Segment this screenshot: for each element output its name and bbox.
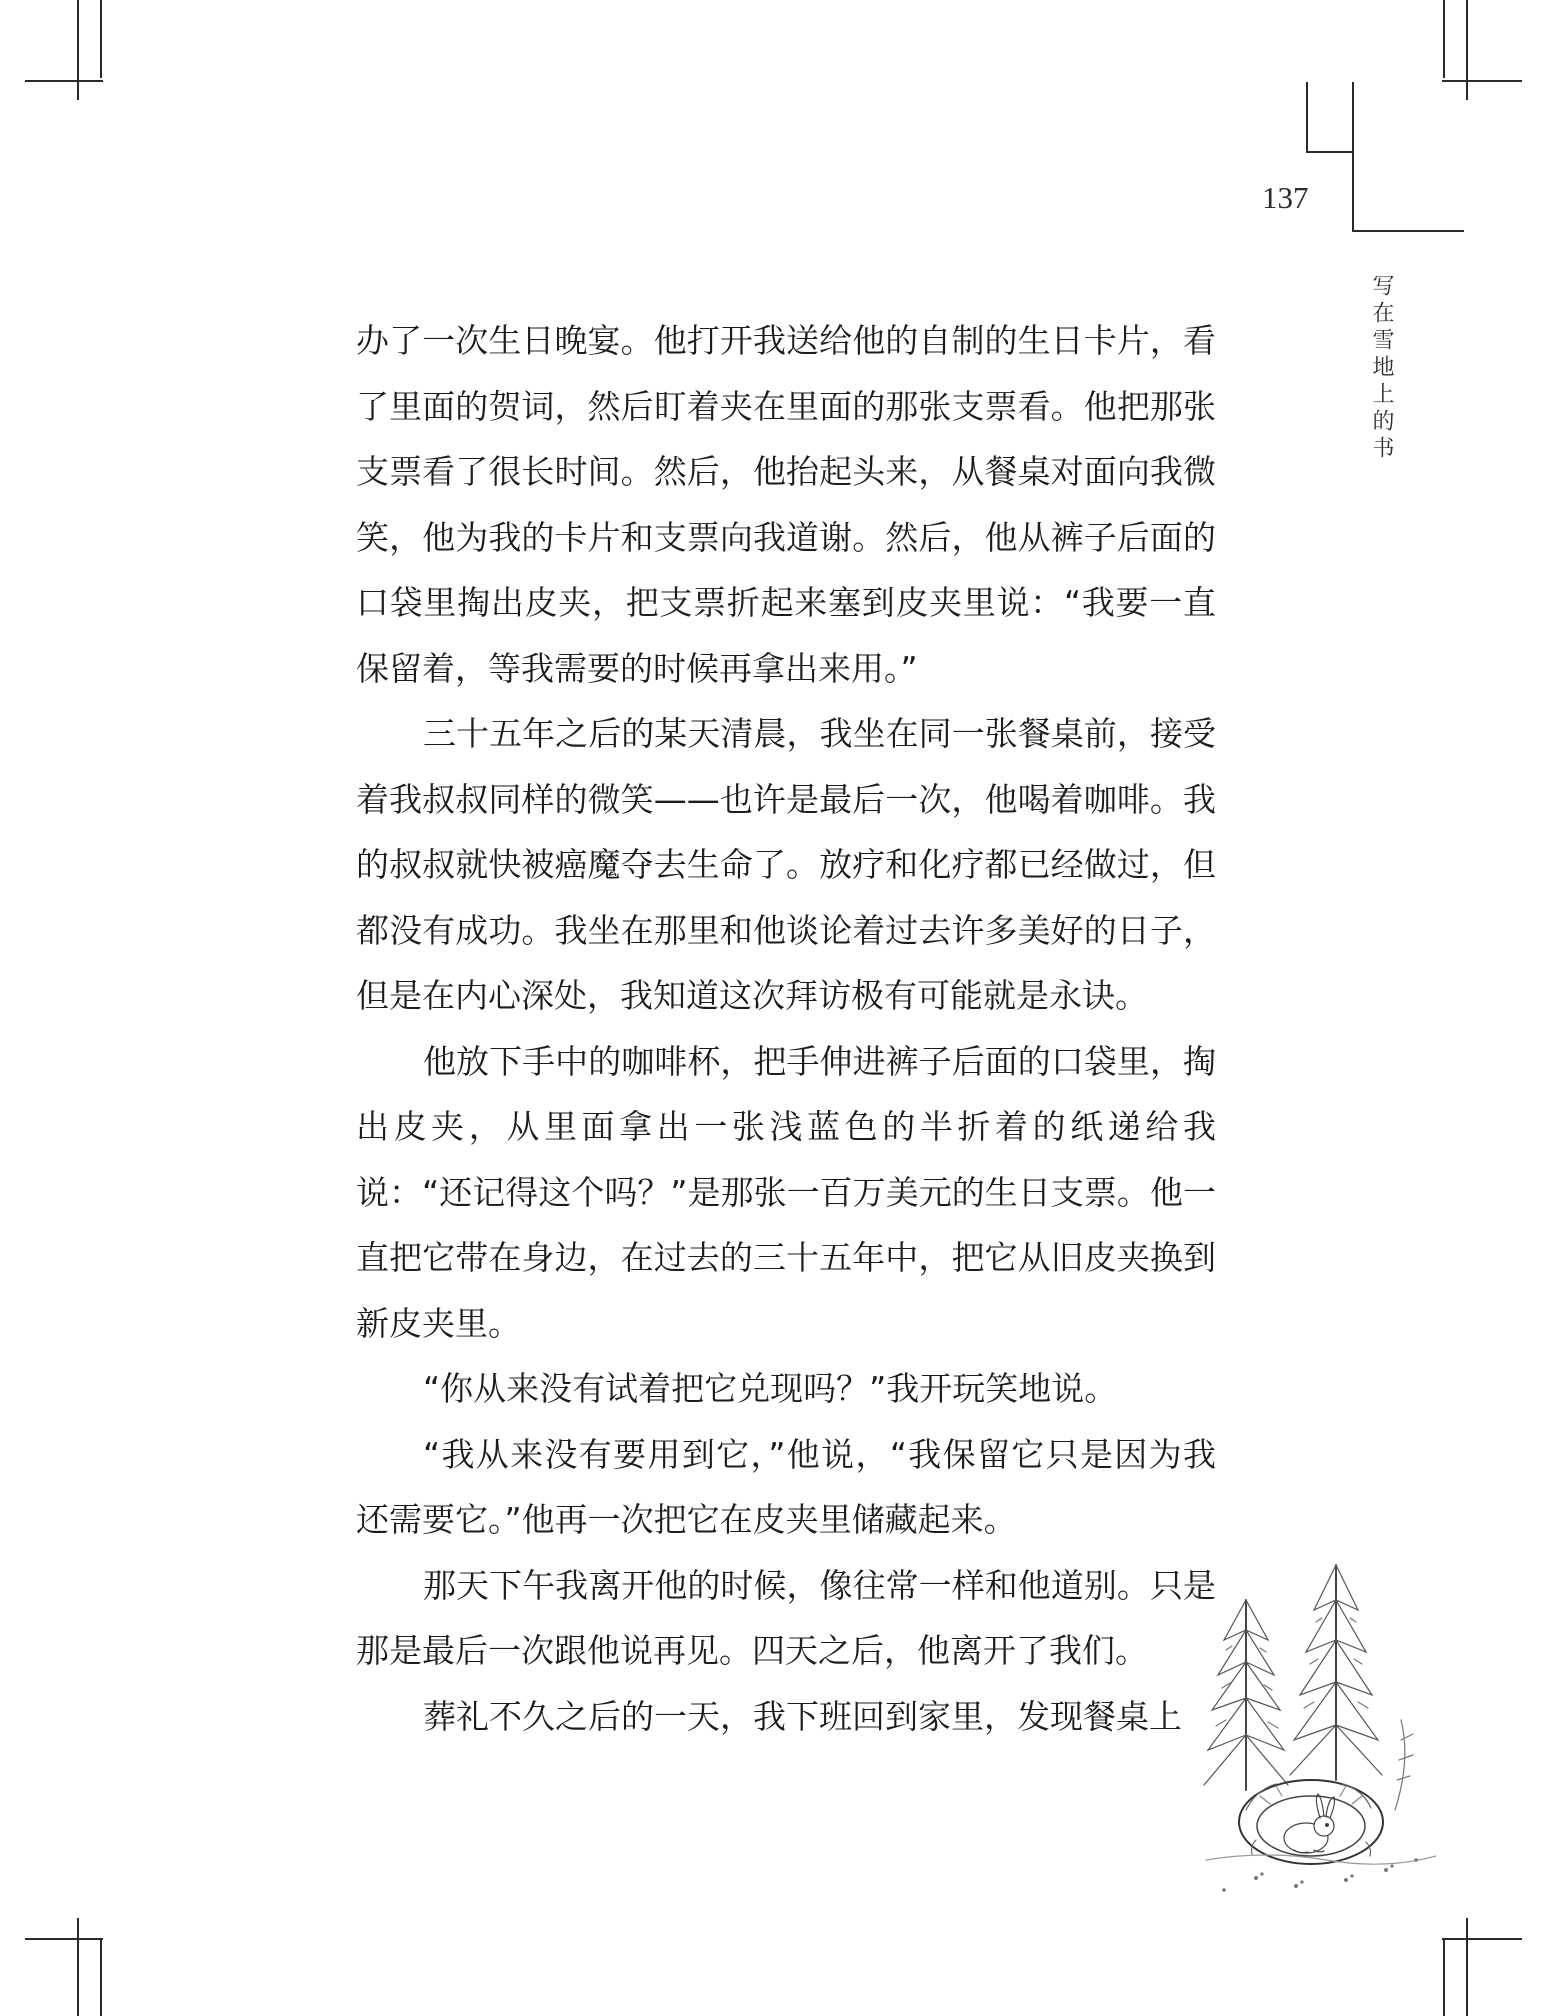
crop-mark [1442,80,1522,82]
body-text [356,308,1216,1749]
header-rule [1352,230,1464,232]
fir-tree [1204,1600,1288,1790]
header-rule [1306,151,1352,153]
paragraph: 他放下手中的咖啡杯，把手伸进裤子后面的口袋里，掏出皮夹，从里面拿出一张浅蓝色的半折着的纸递给我说：“还记得这个吗？”是那张一百万美元的生日支票。他一直把它带在身边，在过去的三十五年中，把它从旧皮夹换到新皮夹里。 [356,1041,1216,1343]
rabbit-in-snow-illustration [1196,1560,1436,1900]
crop-mark [100,0,102,78]
header-rule [1306,82,1308,152]
crop-mark [1466,0,1468,100]
paragraph: 那天下午我离开他的时候，像往常一样和他道别。只是那是最后一次跟他说再见。四天之后，他离开了我们。 [356,1565,1216,1670]
running-head: 写在雪地上的书 [1369,274,1394,463]
crop-mark [1466,1918,1468,2016]
crop-mark [25,1938,103,1940]
crop-mark [1443,1940,1445,2016]
crop-mark [77,1918,79,2016]
paragraph: “我从来没有要用到它，”他说，“我保留它只是因为我还需要它。”他再一次把它在皮夹里储藏起来。 [356,1434,1216,1539]
crop-mark [100,1940,102,2016]
rabbit [1284,1794,1335,1853]
crop-mark [1443,0,1445,78]
paragraph: 办了一次生日晚宴。他打开我送给他的自制的生日卡片，看了里面的贺词，然后盯着夹在里面的那张支票看。他把那张支票看了很长时间。然后，他抬起头来，从餐桌对面向我微笑，他为我的卡片和支票向我道谢。然后，他从裤子后面的口袋里掏出皮夹，把支票折起来塞到皮夹里说：“我要一直保留着，等我需要的时候再拿出来用。” [356,321,1216,688]
header-rule [1352,82,1354,232]
crop-mark [25,80,103,82]
paragraph: 三十五年之后的某天清晨，我坐在同一张餐桌前，接受着我叔叔同样的微笑——也许是最后一次，他喝着咖啡。我的叔叔就快被癌魔夺去生命了。放疗和化疗都已经做过，但都没有成功。我坐在那里和他谈论着过去许多美好的日子，但是在内心深处，我知道这次拜访极有可能就是永诀。 [356,714,1216,1015]
paragraph: 葬礼不久之后的一天，我下班回到家里，发现餐桌上 [423,1696,1182,1736]
paragraph: “你从来没有试着把它兑现吗？”我开玩笑地说。 [423,1369,1118,1408]
crop-mark [77,0,79,100]
crop-mark [1442,1938,1522,1940]
fir-tree [1290,1565,1382,1780]
page-number: 137 [1262,180,1309,215]
